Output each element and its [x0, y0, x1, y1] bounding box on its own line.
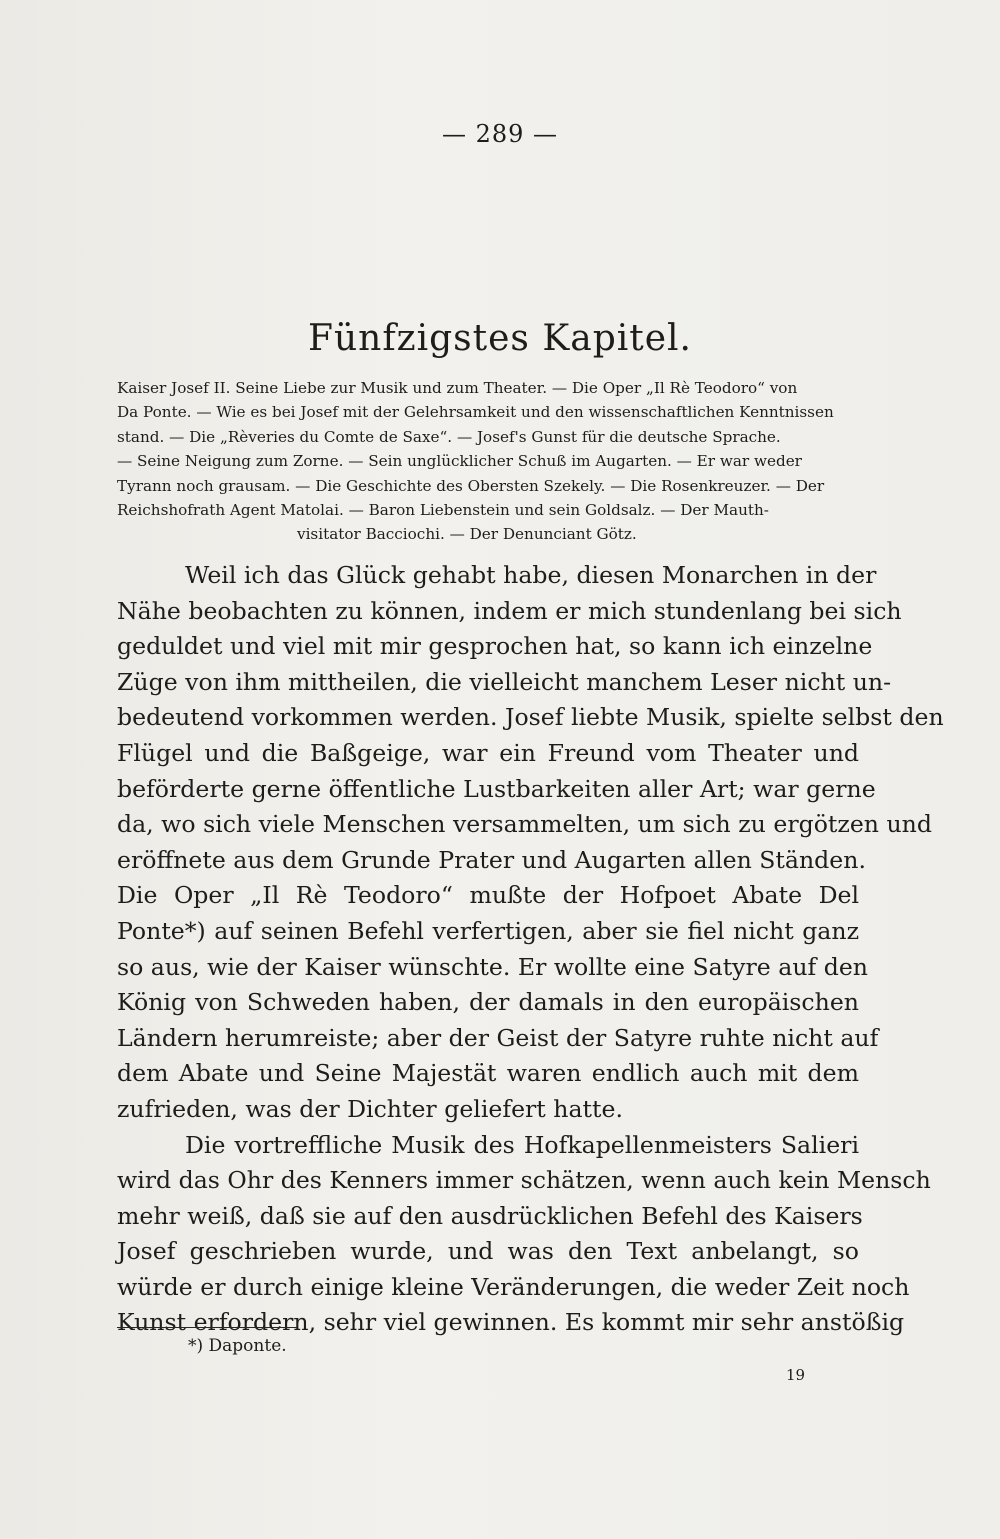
- summary-line: Kaiser Josef II. Seine Liebe zur Musik und zum Theater. — Die Oper „Il Rè Teodoro“ von: [117, 379, 798, 397]
- printer-signature-mark: 19: [786, 1366, 806, 1384]
- footnote: *) Daponte.: [188, 1336, 287, 1356]
- paragraph-line: würde er durch einige kleine Veränderungen, die weder Zeit noch: [117, 1272, 910, 1301]
- chapter-title: Fünfzigstes Kapitel.: [307, 318, 692, 359]
- paragraph-line: Die vortreffliche Musik des Hofkapellenmeisters Salieri: [185, 1130, 859, 1159]
- summary-line: Reichshofrath Agent Matolai. — Baron Liebenstein und sein Goldsalz. — Der Mauth-: [117, 501, 769, 520]
- paragraph-line: so aus, wie der Kaiser wünschte. Er wollte eine Satyre auf den: [117, 952, 869, 981]
- footnote-divider: [117, 1327, 297, 1328]
- paragraph-line: Josef geschrieben wurde, und was den Text anbelangt, so: [117, 1237, 859, 1266]
- paragraph-line: beförderte gerne öffentliche Lustbarkeiten aller Art; war gerne: [117, 774, 876, 803]
- paragraph-line: dem Abate und Seine Majestät waren endlich auch mit dem: [117, 1059, 859, 1088]
- summary-line: Da Ponte. — Wie es bei Josef mit der Gelehrsamkeit und den wissenschaftlichen Kenntnissen: [117, 403, 834, 422]
- paragraph-line: Die Oper „Il Rè Teodoro“ mußte der Hofpoet Abate Del: [117, 881, 859, 910]
- paragraph-line: Ländern herumreiste; aber der Geist der Satyre ruhte nicht auf: [117, 1023, 879, 1052]
- paragraph-line: zufrieden, was der Dichter geliefert hatte.: [117, 1094, 623, 1123]
- paragraph-line: Züge von ihm mittheilen, die vielleicht manchem Leser nicht un-: [117, 667, 892, 696]
- paragraph-line: da, wo sich viele Menschen versammelten, um sich zu ergötzen und: [117, 810, 932, 839]
- paragraph-line: eröffnete aus dem Grunde Prater und Augarten allen Ständen.: [117, 845, 866, 874]
- paragraph-line: geduldet und viel mit mir gesprochen hat, so kann ich einzelne: [117, 632, 873, 661]
- summary-line: visitator Bacciochi. — Der Denunciant Götz.: [297, 525, 637, 544]
- paragraph-line: mehr weiß, daß sie auf den ausdrücklichen Befehl des Kaisers: [117, 1201, 863, 1230]
- paragraph-line: Flügel und die Baßgeige, war ein Freund vom Theater und: [117, 738, 859, 767]
- paragraph-line: König von Schweden haben, der damals in den europäischen: [117, 988, 859, 1017]
- summary-line: — Seine Neigung zum Zorne. — Sein unglücklicher Schuß im Augarten. — Er war weder: [117, 452, 802, 471]
- chapter-summary: [117, 376, 857, 547]
- paragraph-line: Weil ich das Glück gehabt habe, diesen Monarchen in der: [185, 561, 877, 589]
- paragraph-line: Kunst erfordern, sehr viel gewinnen. Es kommt mir sehr anstößig: [117, 1308, 905, 1337]
- summary-line: stand. — Die „Rèveries du Comte de Saxe“. — Josef's Gunst für die deutsche Sprache.: [117, 427, 781, 446]
- paragraph-line: Ponte*) auf seinen Befehl verfertigen, aber sie fiel nicht ganz: [117, 916, 859, 945]
- page-number: — 289 —: [441, 120, 559, 148]
- paragraph-line: Nähe beobachten zu können, indem er mich stundenlang bei sich: [117, 596, 902, 625]
- paragraph-line: bedeutend vorkommen werden. Josef liebte Musik, spielte selbst den: [117, 703, 944, 732]
- body-text: [117, 558, 944, 1341]
- summary-line: Tyrann noch grausam. — Die Geschichte des Obersten Szekely. — Die Rosenkreuzer. — Der: [117, 476, 825, 495]
- paragraph-line: wird das Ohr des Kenners immer schätzen, wenn auch kein Mensch: [117, 1166, 931, 1195]
